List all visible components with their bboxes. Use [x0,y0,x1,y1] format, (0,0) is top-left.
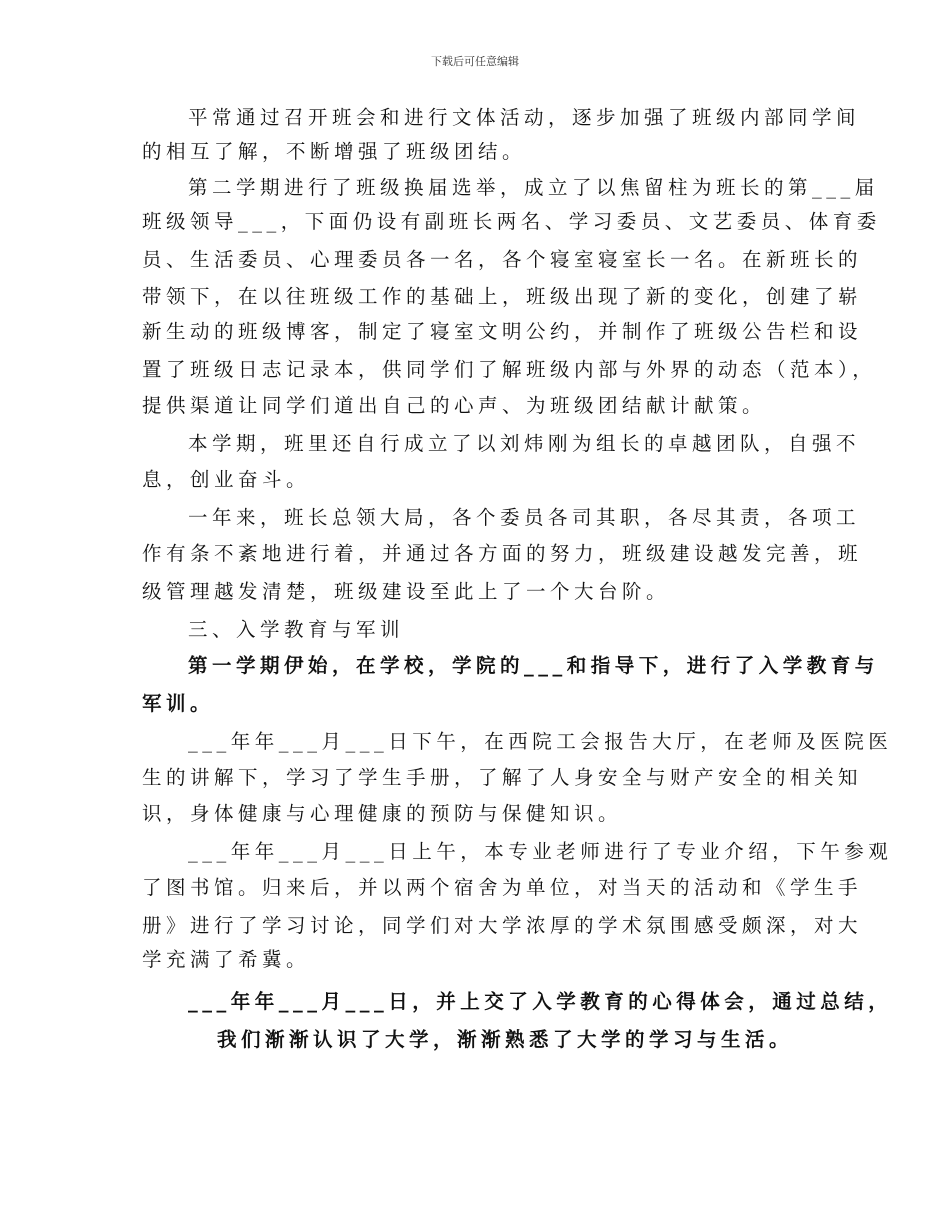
text-line: 作有条不紊地进行着，并通过各方面的努力，班级建设越发完善，班 [142,542,863,565]
text-line: 三、入学教育与军训 [188,618,405,641]
text-line: 的相互了解，不断增强了班级团结。 [142,140,527,163]
text-line: 提供渠道让同学们道出自己的心声、为班级团结献计献策。 [142,394,767,417]
text-line: 生的讲解下，学习了学生手册，了解了人身安全与财产安全的相关知 [142,766,863,789]
text-line: 新生动的班级博客，制定了寝室文明公约，并制作了班级公告栏和设 [142,320,863,343]
text-line: 本学期，班里还自行成立了以刘炜刚为组长的卓越团队，自强不 [188,432,861,455]
text-line: 我们渐渐认识了大学，渐渐熟悉了大学的学习与生活。 [217,1028,794,1051]
text-line: 平常通过召开班会和进行文体活动，逐步加强了班级内部同学间 [188,106,861,129]
page-header: 下载后可任意编辑 [431,55,519,68]
text-line: 级管理越发清楚，班级建设至此上了一个大台阶。 [142,580,671,603]
text-line: ___年年___月___日下午，在西院工会报告大厅，在老师及医院医 [188,730,893,753]
text-line: 一年来，班长总领大局，各个委员各司其职，各尽其责，各项工 [188,506,861,529]
text-line: 第二学期进行了班级换届选举，成立了以焦留柱为班长的第___届 [188,176,879,199]
text-line: 息，创业奋斗。 [142,468,311,491]
text-line: 第一学期伊始，在学校，学院的___和指导下，进行了入学教育与 [188,654,879,677]
text-line: 了图书馆。归来后，并以两个宿舍为单位，对当天的活动和《学生手 [142,876,863,899]
text-line: 册》进行了学习讨论，同学们对大学浓厚的学术氛围感受颇深，对大 [142,914,863,937]
text-line: 员、生活委员、心理委员各一名，各个寝室寝室长一名。在新班长的 [142,248,863,271]
text-line: ___年年___月___日，并上交了入学教育的心得体会，通过总结， [188,990,893,1013]
text-line: 学充满了希冀。 [142,948,311,971]
text-line: 带领下，在以往班级工作的基础上，班级出现了新的变化，创建了崭 [142,285,863,308]
text-line: 班级领导___，下面仍设有副班长两名、学习委员、文艺委员、体育委 [142,210,881,233]
text-line: 置了班级日志记录本，供同学们了解班级内部与外界的动态（范本）， [142,358,877,381]
text-line: 识，身体健康与心理健康的预防与保健知识。 [142,802,623,825]
text-line: ___年年___月___日上午，本专业老师进行了专业介绍，下午参观 [188,840,893,863]
text-line: 军训。 [142,692,215,715]
